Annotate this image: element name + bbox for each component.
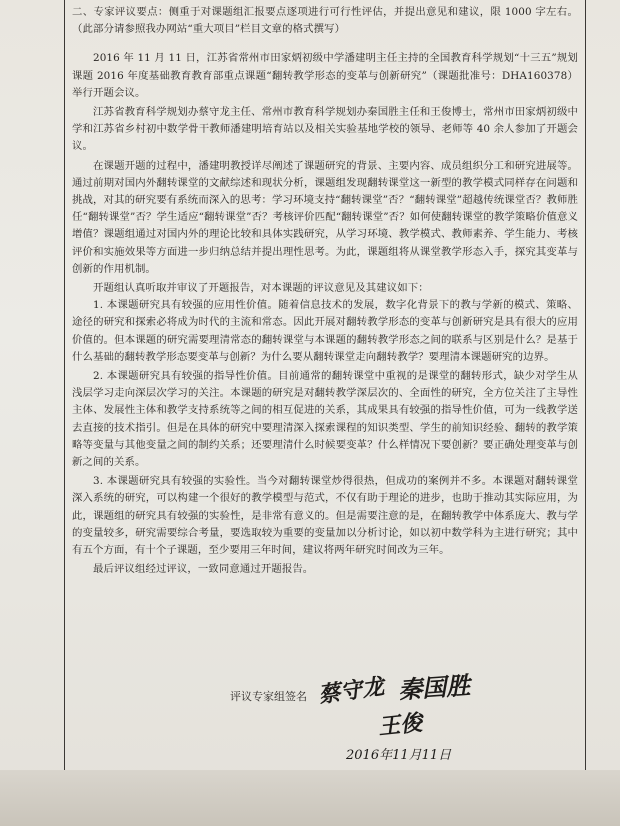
paragraph-attendees: 江苏省教育科学规划办蔡守龙主任、常州市教育科学规划办秦国胜主任和王俊博士，常州市田家炳初级中学和江苏省乡村初中数学骨干教师潘建明培育站以及相关实验基地学校的领导、老师等 40 余人参加了开题会议。 — [72, 106, 578, 153]
paragraph-conclusion: 最后评议组经过评议，一致同意通过开题报告。 — [93, 563, 314, 576]
signature-name-3: 王俊 — [376, 709, 424, 741]
review-content — [72, 4, 578, 579]
section-header: 二、专家评议要点：侧重于对课题组汇报要点逐项进行可行性评估，并提出意见和建议，限 1000 字左右。（此部分请参照我办网站“重大项目”栏目文章的格式撰写） — [72, 6, 578, 36]
paragraph-intro: 2016 年 11 月 11 日，江苏省常州市田家炳初级中学潘建明主任主持的全国教育科学规划“十三五”规划课题 2016 年度基础教育教育部重点课题“翻转教学形态的变革与创新研究”（课题批准号：DHA160378）举行开题会议。 — [72, 52, 578, 99]
signature-label: 评议专家组签名 — [230, 690, 307, 703]
paragraph-process: 在课题开题的过程中，潘建明教授详尽阐述了课题研究的背景、主要内容、成员组织分工和研究进展等。通过前期对国内外翻转课堂的文献综述和现状分析，课题组发现翻转课堂这一新型的教学模式同样存在问题和挑战，对其的研究要有系统而深入的思考：学习环境支持“翻转课堂”否？“翻转课堂”超越传统课堂否？教师胜任“翻转课堂”否？学生适应“翻转课堂”否？考核评价匹配“翻转课堂”否？如何使翻转课堂的教学策略价值意义增值？课题组通过对国内外的理论比较和具体实践研究，从学习环境、教学模式、教师素养、学生能力、考核评价和实施效果等方面进一步归纳总结并提出理性思考。为此，课题组将从课堂教学形态入手，探究其变革与创新的作用机制。 — [72, 159, 578, 275]
page-bottom-shadow — [0, 770, 620, 826]
paragraph-point-1: 1. 本课题研究具有较强的应用性价值。随着信息技术的发展，数字化背景下的教与学新的模式、策略、途径的研究和探索必将成为时代的主流和常态。因此开展对翻转教学形态的变革与创新研究是具有很大的应用价值的。但本课题的研究需要理清常态的翻转课堂与本课题的翻转教学形态之间的联系与区别是什么？是基于什么基础的翻转教学形态要变革与创新？为什么要从翻转课堂走向翻转教学？要理清本课题研究的边界。 — [72, 299, 578, 363]
paragraph-opinion-intro: 开题组认真听取并审议了开题报告，对本课题的评议意见及其建议如下： — [93, 282, 429, 295]
signature-name-1: 蔡守龙 — [316, 673, 386, 709]
signature-name-2: 秦国胜 — [397, 670, 472, 705]
paragraph-point-3: 3. 本课题研究具有较强的实验性。当今对翻转课堂炒得很热，但成功的案例并不多。本课题对翻转课堂深入系统的研究，可以构建一个很好的教学模型与范式，不仅有助于理论的进步，也助于推动其实际应用，为此，课题组的研究具有较强的实验性，是非常有意义的。但是需要注意的是，在翻转教学中体系庞大、教与学的变量较多，研究需要综合考量，要选取较为重要的变量加以分析讨论，如以初中数学科为主进行研究；其中有五个方面，有十个子课题，至少要用三年时间，建议将两年研究时间改为三年。 — [72, 475, 578, 557]
signature-date: 2016年11月11日 — [346, 748, 452, 763]
paragraph-point-2: 2. 本课题研究具有较强的指导性价值。目前通常的翻转课堂中重视的是课堂的翻转形式，缺少对学生从浅层学习走向深层次学习的关注。本课题的研究是对翻转教学深层次的、全面性的研究，全方位关注了主导性主体、发展性主体和教学支持系统等之间的相互促进的关系，其成果具有较强的指导性价值，可为一线教学送去直接的技术指引。但是在具体的研究中要理清深入探索课程的知识类型、学生的前知识经验、翻转的教学策略等变量与其他变量之间的制约关系；还要理清什么时候要变革？什么样情况下要创新？要正确处理变革与创新之间的关系。 — [72, 370, 578, 469]
